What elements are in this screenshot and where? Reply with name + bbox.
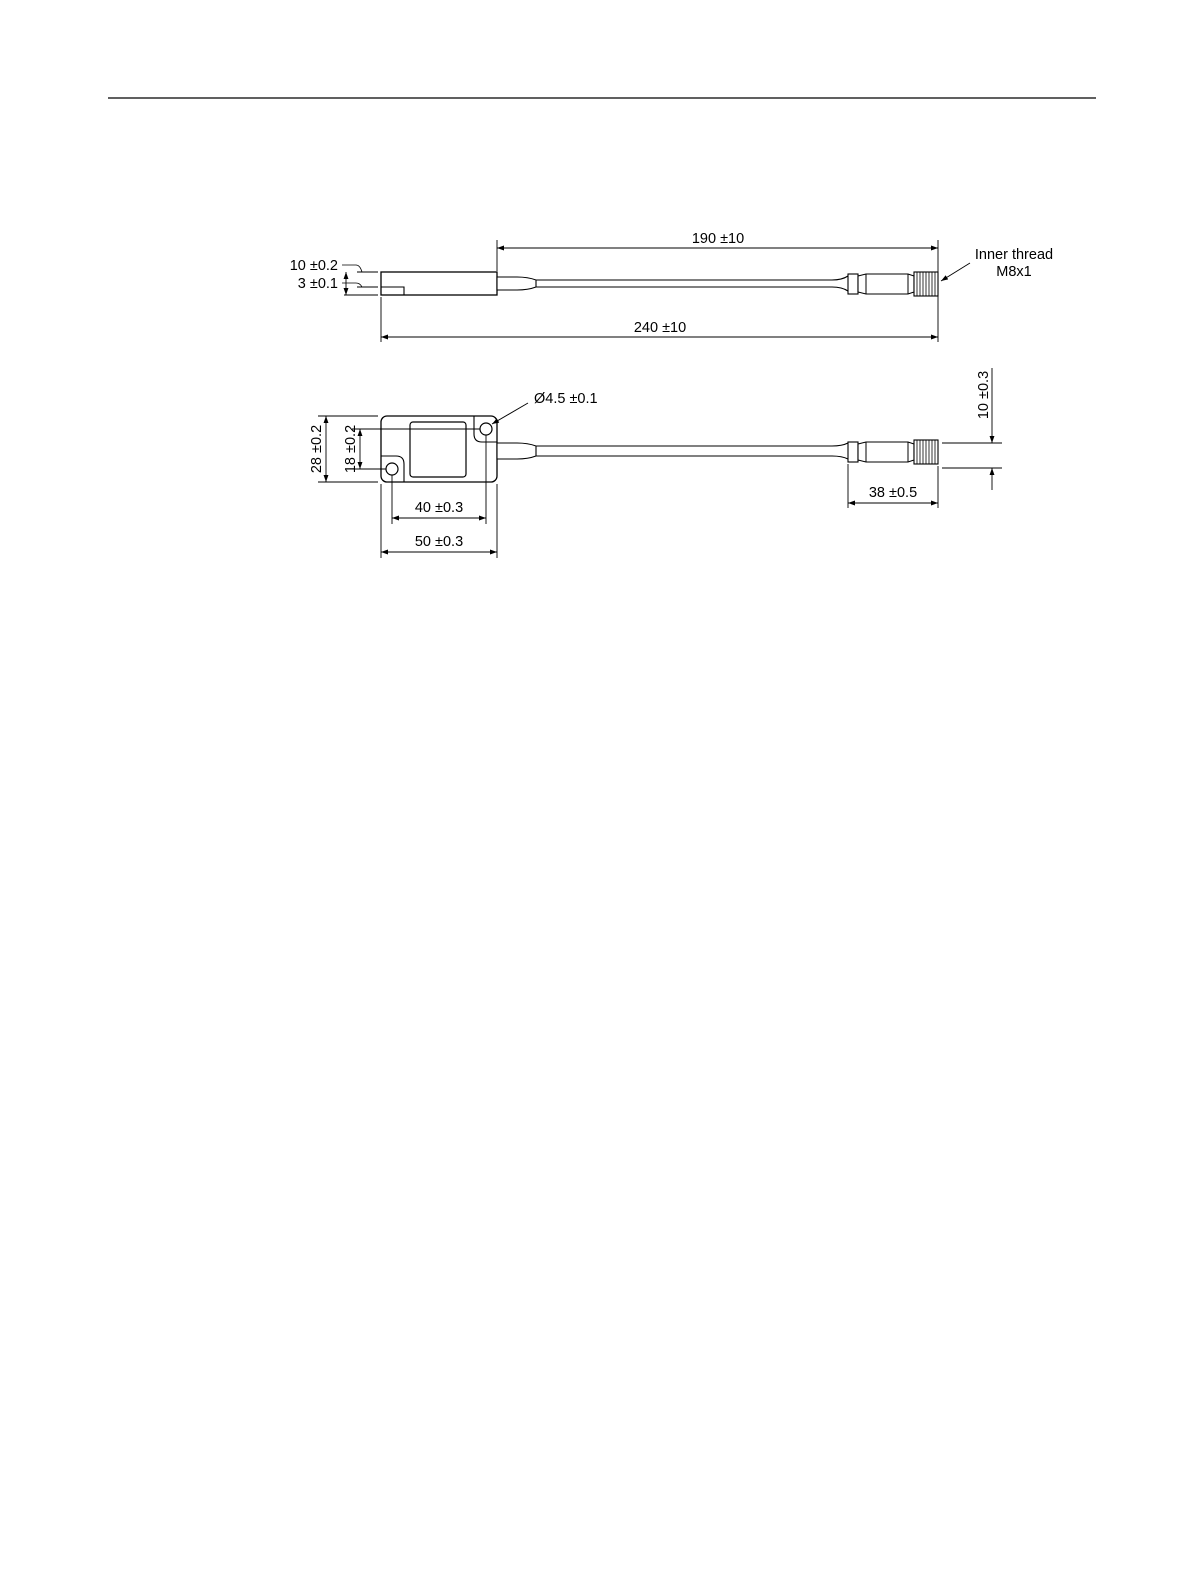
thread-label-line2: M8x1 xyxy=(996,264,1032,280)
dim-label-connector-length: 38 ±0.5 xyxy=(868,485,918,501)
dim-label-cable-length: 190 ±10 xyxy=(691,231,745,247)
dim-label-length: 50 ±0.3 xyxy=(414,534,464,550)
sensor-body-side xyxy=(381,272,497,295)
side-view xyxy=(290,231,1053,342)
strain-relief-side xyxy=(497,277,536,290)
connector-side xyxy=(848,272,938,296)
top-view xyxy=(309,368,1002,558)
dim-label-hole-diameter: Ø4.5 ±0.1 xyxy=(534,391,598,407)
dim-label-slot: 3 ±0.1 xyxy=(297,276,338,292)
dim-label-height: 10 ±0.2 xyxy=(289,258,338,274)
cable-flare-side xyxy=(832,276,848,291)
connector-top xyxy=(848,440,938,464)
sensor-window xyxy=(410,422,466,477)
dim-label-overall-length: 240 ±10 xyxy=(633,320,687,336)
dim-label-hole-spacing-v: 18 ±0.2 xyxy=(343,424,359,474)
thread-leader xyxy=(941,263,970,281)
strain-relief-top xyxy=(497,443,536,459)
dim-label-hole-spacing-h: 40 ±0.3 xyxy=(414,500,464,516)
dim-label-connector-diameter: 10 ±0.3 xyxy=(976,370,992,420)
dim-label-width: 28 ±0.2 xyxy=(309,424,325,474)
hole-diameter-leader xyxy=(492,403,528,424)
thread-label-line1: Inner thread xyxy=(974,247,1054,263)
